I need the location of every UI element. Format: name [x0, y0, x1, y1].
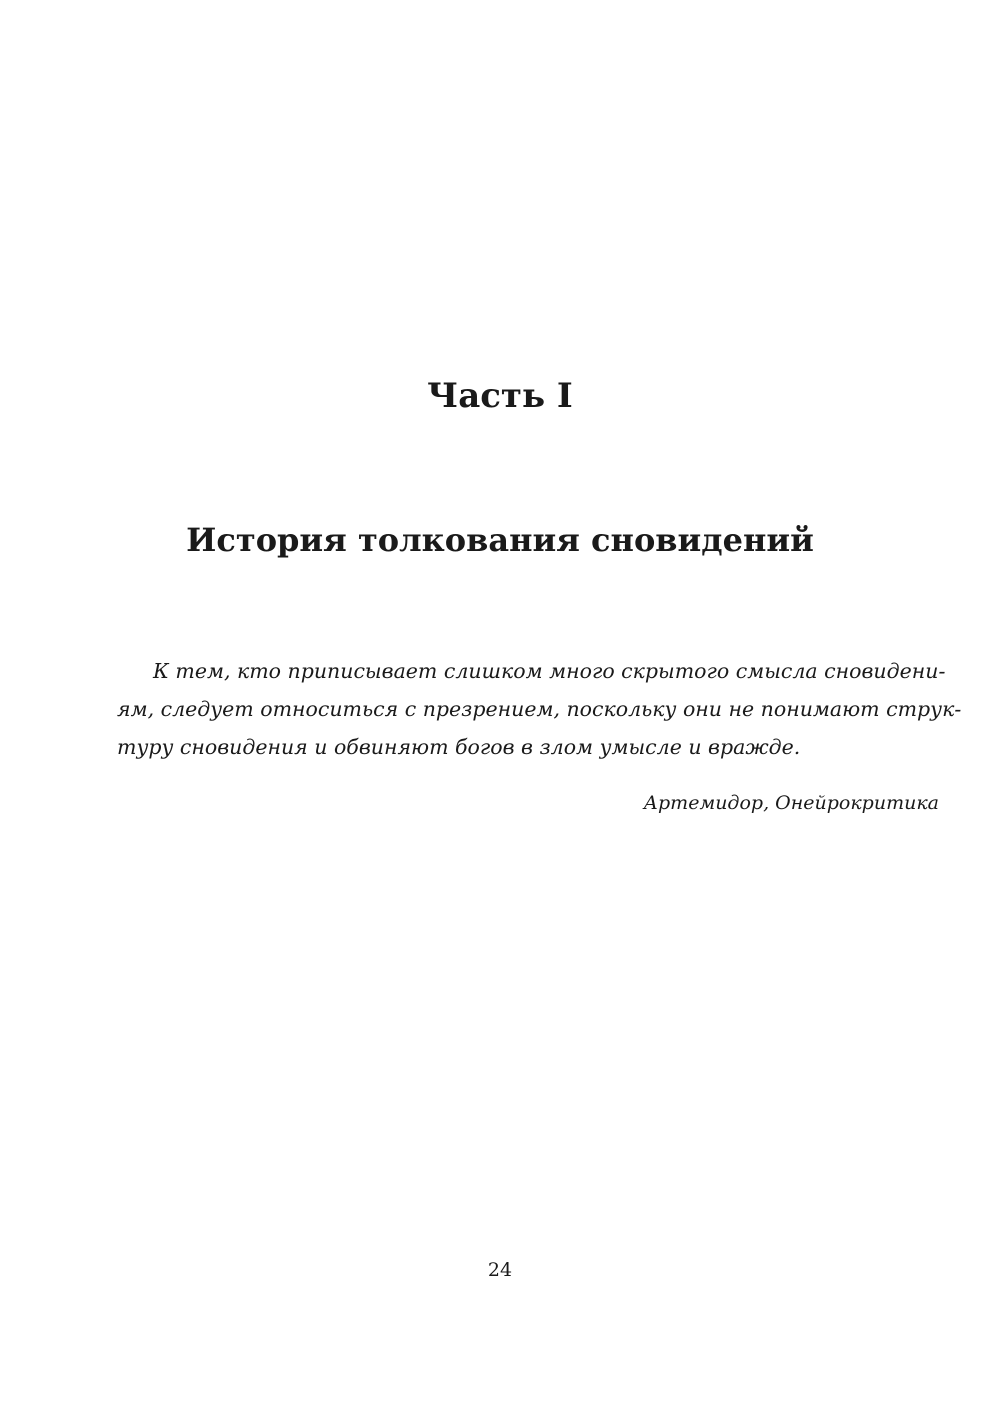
- epigraph: [117, 652, 962, 766]
- epigraph-line: ям, следует относиться с презрением, поскольку они не понимают струк-: [117, 697, 962, 721]
- chapter-title: История толкования сновидений: [186, 521, 814, 559]
- page-number: 24: [487, 1259, 513, 1281]
- part-title: Часть I: [427, 376, 573, 416]
- epigraph-attribution: Артемидор, Онейрокритика: [643, 792, 939, 814]
- epigraph-line: туру сновидения и обвиняют богов в злом умысле и вражде.: [117, 735, 801, 759]
- epigraph-line: К тем, кто приписывает слишком много скрытого смысла сновидени-: [153, 659, 946, 683]
